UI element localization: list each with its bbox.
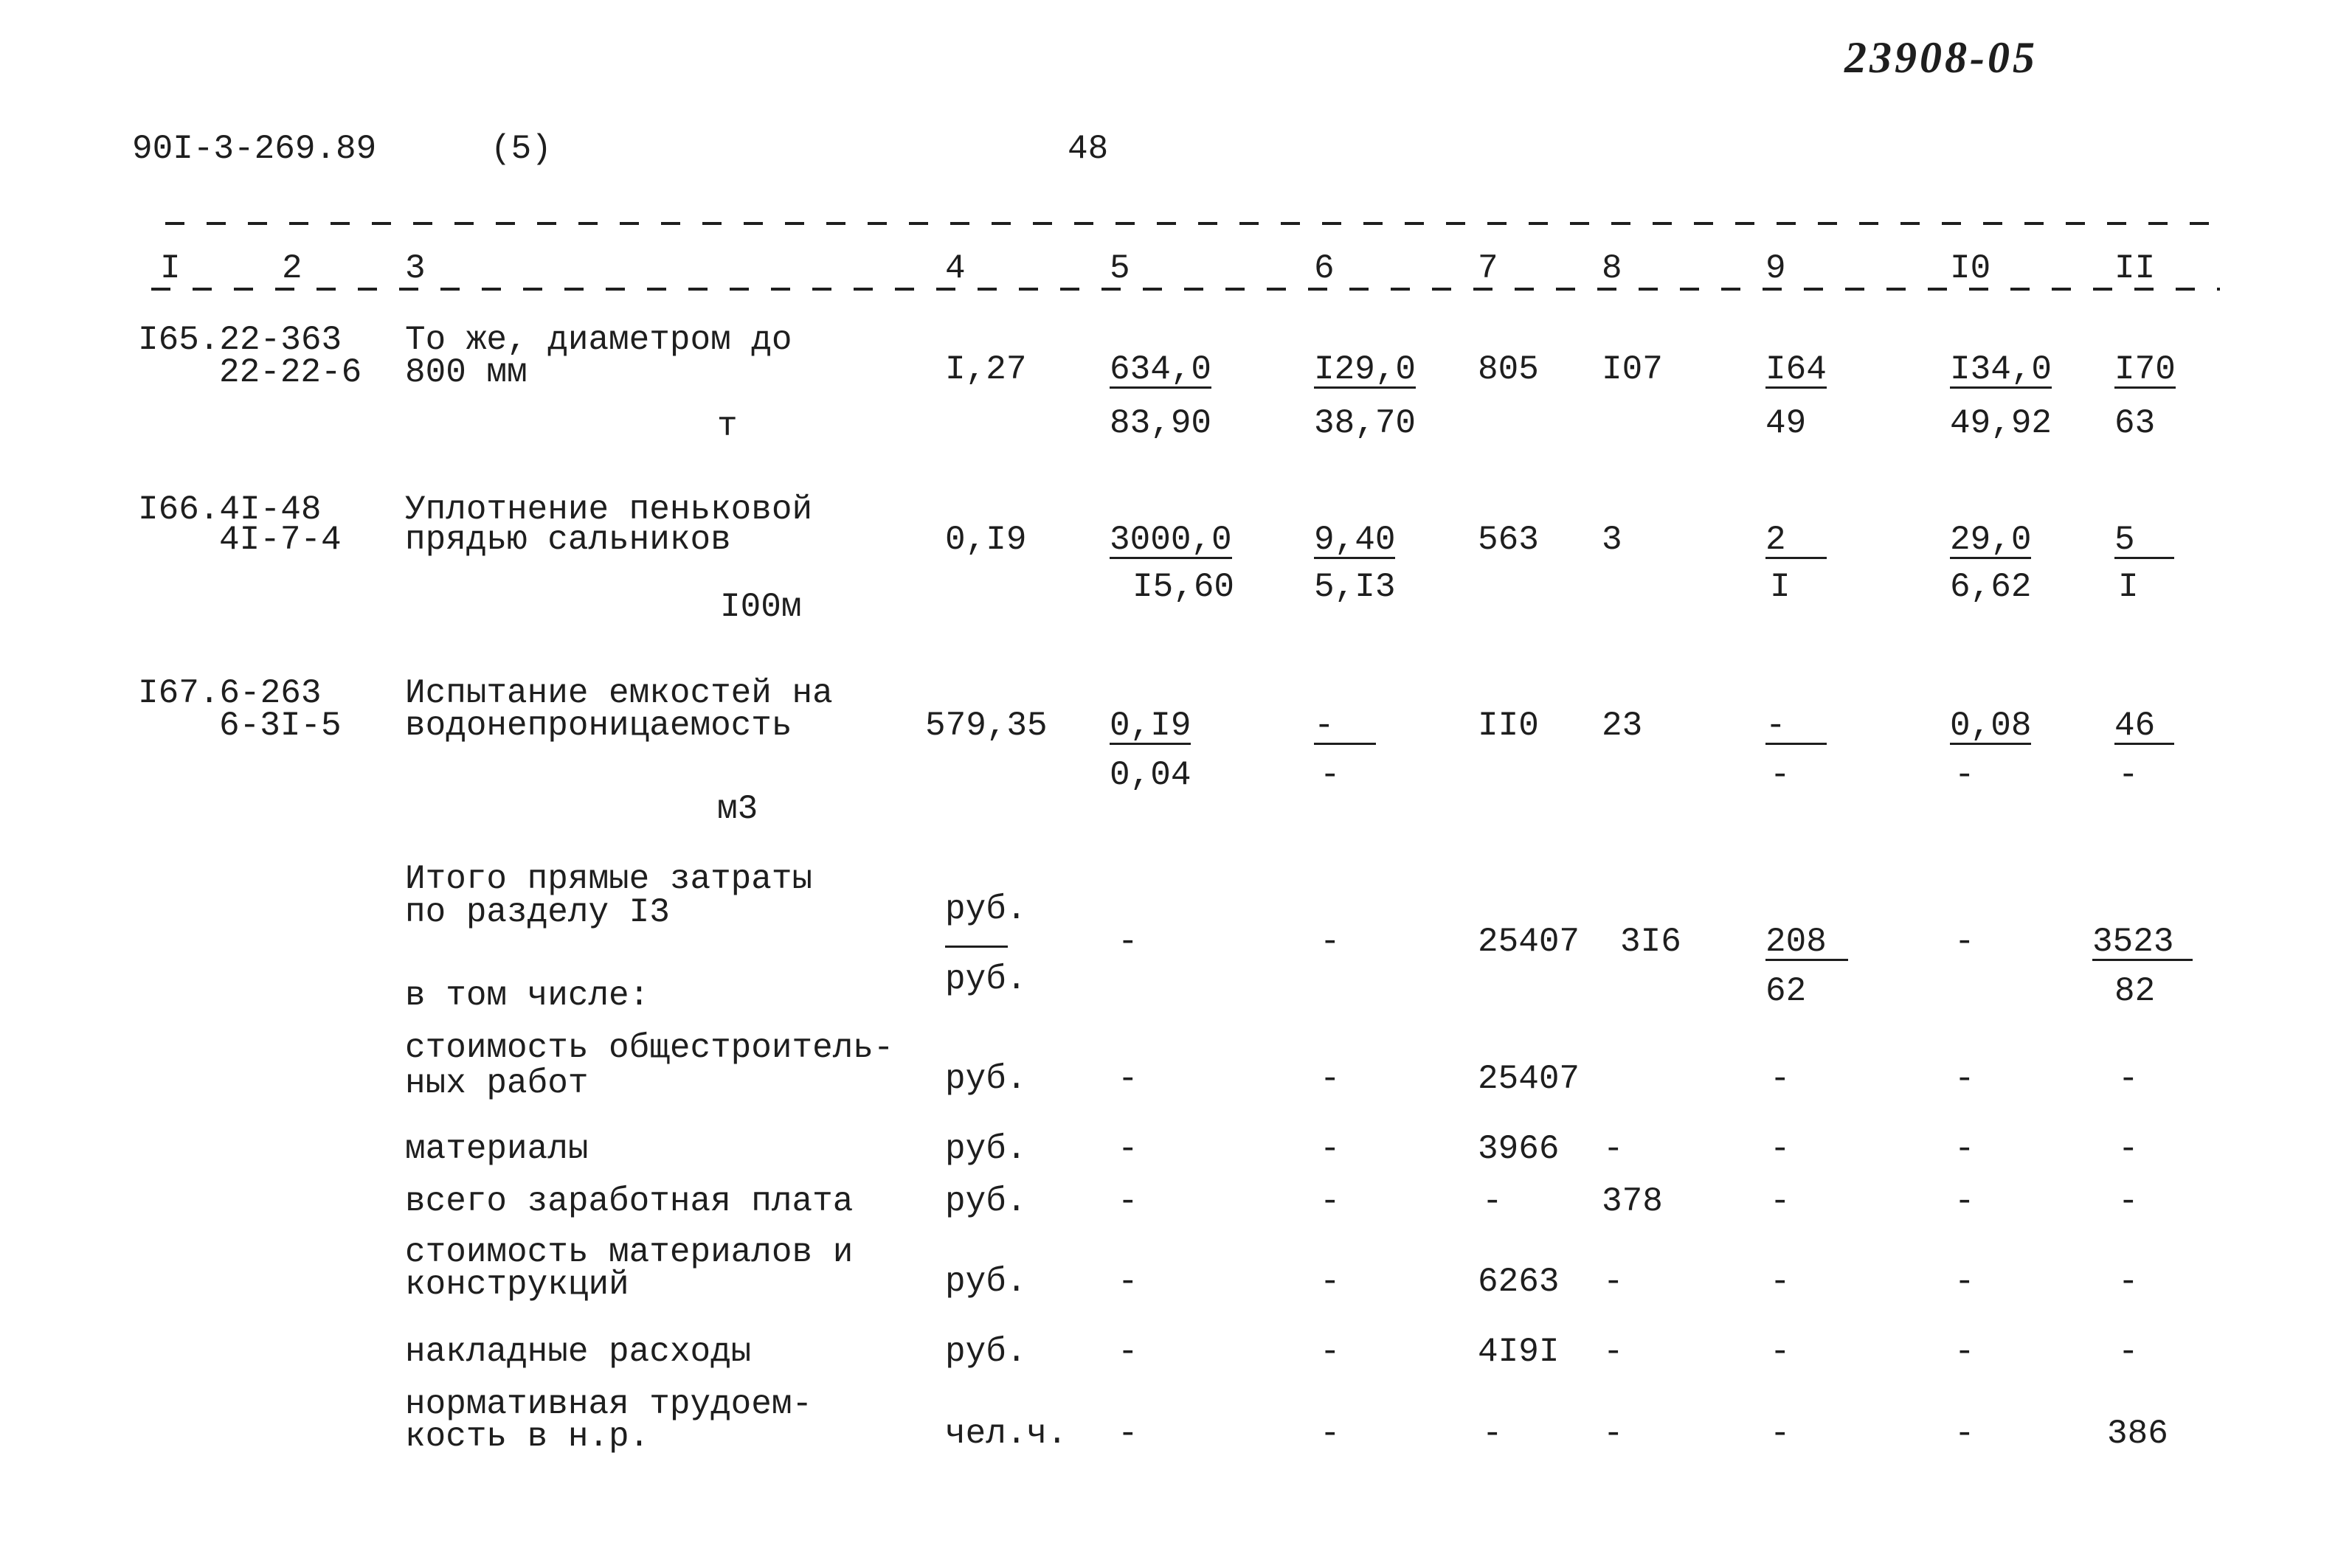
cell-value: - xyxy=(1118,1060,1138,1098)
cell-value: I07 xyxy=(1602,350,1663,389)
breakdown-label: материалы xyxy=(405,1130,589,1168)
item-unit: т xyxy=(717,407,738,445)
breakdown-label: кость в н.р. xyxy=(405,1418,650,1456)
item-number: I67. xyxy=(138,674,220,712)
item-description: прядью сальников xyxy=(405,521,731,559)
cell-value: 49,92 xyxy=(1950,404,2052,443)
totals-label: по разделу I3 xyxy=(405,893,670,932)
including-label: в том числе: xyxy=(405,976,650,1015)
item-number-code xyxy=(138,676,321,710)
item-description: Уплотнение пеньковой xyxy=(405,490,813,529)
cell-value: - xyxy=(1482,1415,1503,1453)
breakdown-unit: руб. xyxy=(945,1182,1027,1221)
column-number: 5 xyxy=(1110,249,1130,288)
cell-value: - xyxy=(2118,1333,2139,1371)
cell-value: 4I9I xyxy=(1478,1333,1560,1371)
cell-value: II0 xyxy=(1478,707,1539,745)
cell-value: - xyxy=(2118,1130,2139,1168)
cell-value: 23 xyxy=(1602,707,1643,745)
column-number: II xyxy=(2114,249,2156,288)
cell-value: - xyxy=(1314,709,1376,745)
cell-value: 378 xyxy=(1602,1182,1663,1221)
cell-value: 0,I9 xyxy=(1110,707,1191,745)
cell-value: 805 xyxy=(1478,350,1539,389)
cell-value: 3I6 xyxy=(1620,923,1681,961)
cell-value: 3966 xyxy=(1478,1130,1560,1168)
breakdown-unit: руб. xyxy=(945,1130,1027,1168)
cell-value: - xyxy=(1603,1415,1624,1453)
price-code: 6-263 xyxy=(219,674,322,712)
cell-value: - xyxy=(1603,1263,1624,1301)
price-code: 22-363 xyxy=(219,321,342,359)
item-description: То же, диаметром до xyxy=(405,321,792,359)
cell-value: 63 xyxy=(2114,404,2156,443)
cell-value: 3523 xyxy=(2092,925,2193,961)
item-unit: I00м xyxy=(720,588,802,626)
cell-value: I70 xyxy=(2114,350,2176,389)
cell-value: - xyxy=(1118,1130,1138,1168)
breakdown-unit: чел.ч. xyxy=(945,1415,1068,1453)
cell-value: 6,62 xyxy=(1950,568,2032,606)
breakdown-label: конструкций xyxy=(405,1266,629,1304)
cell-value: 38,70 xyxy=(1314,404,1417,443)
item-number: I65. xyxy=(138,321,220,359)
breakdown-label: стоимость общестроитель- xyxy=(405,1029,894,1067)
breakdown-unit: руб. xyxy=(945,1060,1027,1098)
cell-value: 29,0 xyxy=(1950,521,2032,559)
cell-value: - xyxy=(1770,1333,1791,1371)
document-part: (5) xyxy=(491,130,552,168)
cell-value: 386 xyxy=(2107,1415,2168,1453)
breakdown-label: ных работ xyxy=(405,1064,589,1103)
cell-value: - xyxy=(1320,756,1341,794)
cell-value: - xyxy=(1765,709,1827,745)
cell-value: - xyxy=(1603,1333,1624,1371)
item-quantity: 0,I9 xyxy=(945,521,1027,559)
cell-value: 82 xyxy=(2114,972,2156,1010)
column-number: I0 xyxy=(1950,249,1991,288)
cell-value: I64 xyxy=(1765,350,1827,389)
cell-value: 6263 xyxy=(1478,1263,1560,1301)
cell-value: - xyxy=(1320,923,1341,961)
totals-unit: руб. xyxy=(945,960,1027,999)
breakdown-label: накладные расходы xyxy=(405,1333,752,1371)
column-number: 3 xyxy=(405,249,426,288)
cell-value: 46 xyxy=(2114,709,2174,745)
cell-value: - xyxy=(1770,1182,1791,1221)
cell-value: I xyxy=(1770,568,1791,606)
cell-value: 25407 xyxy=(1478,923,1580,961)
cell-value: - xyxy=(1118,1415,1138,1453)
item-description: водонепроницаемость xyxy=(405,707,792,745)
cell-value: 0,08 xyxy=(1950,707,2032,745)
cell-value: I29,0 xyxy=(1314,350,1417,389)
item-quantity: I,27 xyxy=(945,350,1027,389)
column-number: 2 xyxy=(282,249,302,288)
breakdown-label: стоимость материалов и xyxy=(405,1233,854,1272)
cell-value: 9,40 xyxy=(1314,521,1396,559)
cell-value: - xyxy=(1320,1333,1341,1371)
cell-value: - xyxy=(1320,1263,1341,1301)
price-code: 4I-48 xyxy=(219,490,322,529)
document-code: 90I-3-269.89 xyxy=(132,130,377,168)
cell-value: - xyxy=(1118,1333,1138,1371)
norm-code: 6-3I-5 xyxy=(219,707,342,745)
cell-value: - xyxy=(2118,1263,2139,1301)
cell-value: - xyxy=(1954,756,1975,794)
cell-value: - xyxy=(2118,756,2139,794)
item-description: 800 мм xyxy=(405,353,528,392)
cell-value: - xyxy=(1954,1333,1975,1371)
header-dashed-rule xyxy=(151,288,2220,291)
cell-value: - xyxy=(1320,1182,1341,1221)
cell-value: 563 xyxy=(1478,521,1539,559)
unit-fraction-rule xyxy=(945,946,1008,948)
item-number-code xyxy=(138,323,342,357)
cell-value: - xyxy=(1954,923,1975,961)
cell-value: - xyxy=(1770,1415,1791,1453)
cell-value: 5 xyxy=(2114,523,2174,559)
cell-value: - xyxy=(1320,1415,1341,1453)
cell-value: - xyxy=(1118,1182,1138,1221)
cell-value: - xyxy=(1954,1130,1975,1168)
column-number: 4 xyxy=(945,249,966,288)
cell-value: I5,60 xyxy=(1132,568,1235,606)
cell-value: 25407 xyxy=(1478,1060,1580,1098)
cell-value: - xyxy=(1320,1130,1341,1168)
totals-unit: руб. xyxy=(945,890,1027,929)
cell-value: 5,I3 xyxy=(1314,568,1396,606)
item-unit: м3 xyxy=(717,790,758,828)
cell-value: - xyxy=(1954,1182,1975,1221)
breakdown-label: нормативная трудоем- xyxy=(405,1385,813,1423)
cell-value: 2 xyxy=(1765,523,1827,559)
breakdown-unit: руб. xyxy=(945,1263,1027,1301)
handwritten-number: 23908-05 xyxy=(1844,33,2038,82)
breakdown-unit: руб. xyxy=(945,1333,1027,1371)
cell-value: - xyxy=(1603,1130,1624,1168)
page-number: 48 xyxy=(1068,130,1109,168)
cell-value: 208 xyxy=(1765,925,1848,961)
top-dashed-rule xyxy=(165,222,2220,225)
column-number: 6 xyxy=(1314,249,1335,288)
column-number: 9 xyxy=(1765,249,1786,288)
totals-label: Итого прямые затраты xyxy=(405,860,813,898)
cell-value: 634,0 xyxy=(1110,350,1212,389)
cell-value: - xyxy=(1770,1130,1791,1168)
cell-value: 62 xyxy=(1765,972,1807,1010)
column-number: 7 xyxy=(1478,249,1498,288)
item-description: Испытание емкостей на xyxy=(405,674,833,712)
cell-value: - xyxy=(1954,1263,1975,1301)
cell-value: - xyxy=(1118,1263,1138,1301)
cell-value: - xyxy=(2118,1060,2139,1098)
cell-value: 49 xyxy=(1765,404,1807,443)
item-quantity: 579,35 xyxy=(925,707,1048,745)
cell-value: - xyxy=(1770,756,1791,794)
cell-value: 3000,0 xyxy=(1110,521,1232,559)
column-number: I xyxy=(160,249,181,288)
cell-value: - xyxy=(1320,1060,1341,1098)
cell-value: I34,0 xyxy=(1950,350,2052,389)
norm-code: 22-22-6 xyxy=(219,353,362,392)
cell-value: 83,90 xyxy=(1110,404,1212,443)
cell-value: 3 xyxy=(1602,521,1622,559)
cell-value: - xyxy=(1770,1060,1791,1098)
norm-code: 4I-7-4 xyxy=(219,521,342,559)
cell-value: - xyxy=(1118,923,1138,961)
cell-value: - xyxy=(1482,1182,1503,1221)
column-number: 8 xyxy=(1602,249,1622,288)
cell-value: 0,04 xyxy=(1110,756,1191,794)
cell-value: - xyxy=(1954,1415,1975,1453)
cell-value: - xyxy=(2118,1182,2139,1221)
item-number: I66. xyxy=(138,490,220,529)
cell-value: - xyxy=(1954,1060,1975,1098)
cell-value: I xyxy=(2118,568,2139,606)
breakdown-label: всего заработная плата xyxy=(405,1182,854,1221)
cell-value: - xyxy=(1770,1263,1791,1301)
